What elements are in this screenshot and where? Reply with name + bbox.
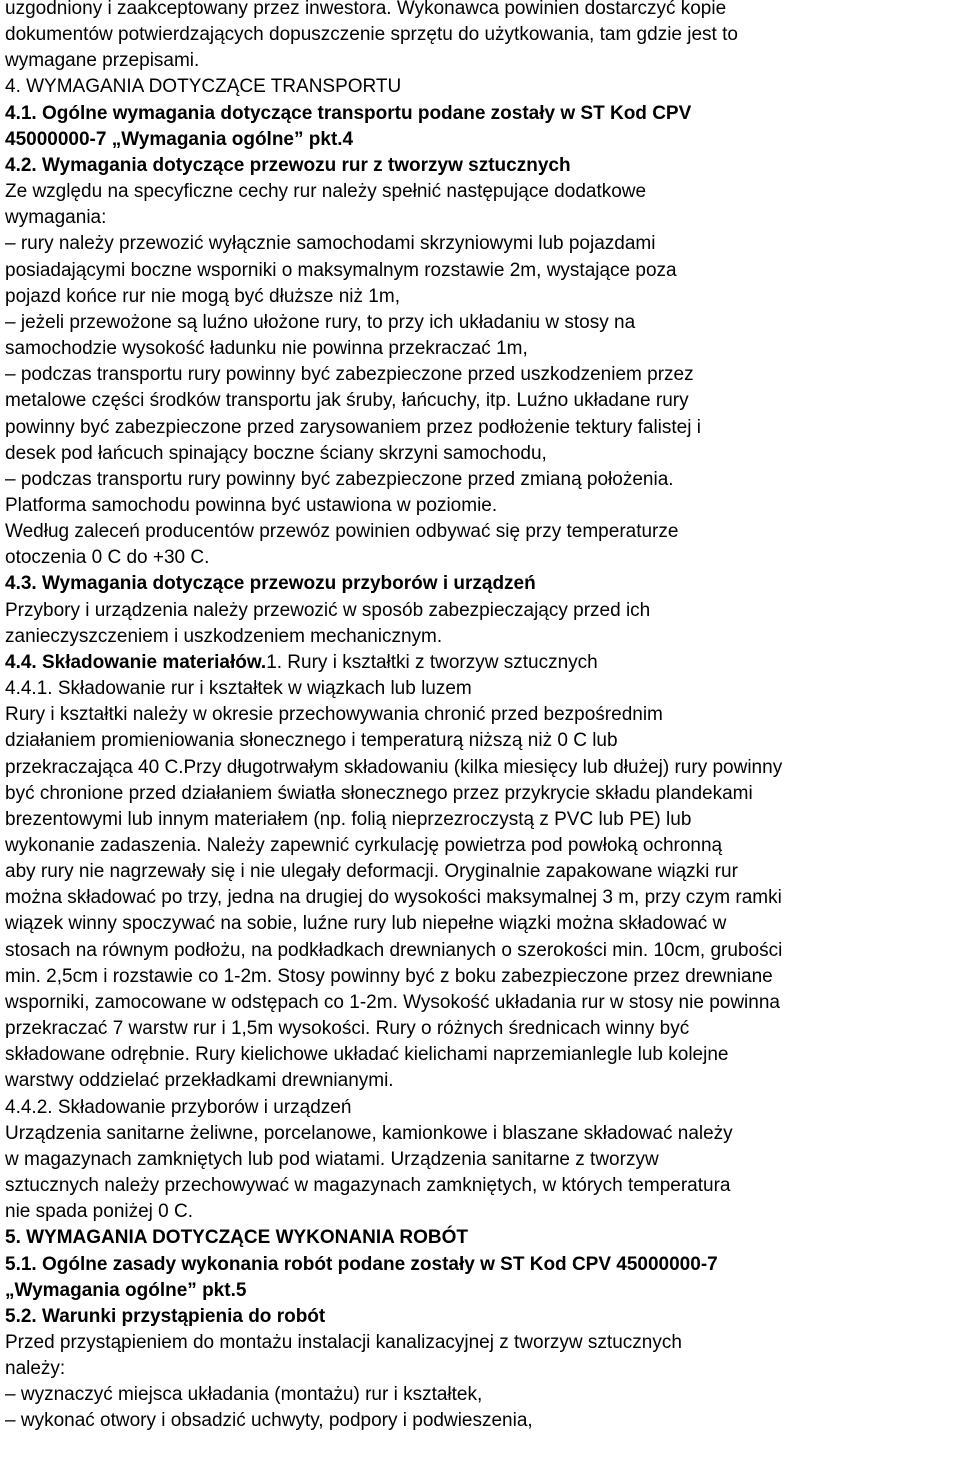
text-segment: Według zaleceń producentów przewóz powinien odbywać się przy temperaturze xyxy=(5,521,679,543)
text-segment: działaniem promieniowania słonecznego i temperaturą niższą niż 0 C lub xyxy=(5,730,618,752)
text-segment: brezentowymi lub innym materiałem (np. folią nieprzezroczystą z PVC lub PE) lub xyxy=(5,808,692,830)
text-segment: należy: xyxy=(5,1358,66,1380)
text-segment: Urządzenia sanitarne żeliwne, porcelanowe, kamionkowe i blaszane składować należy xyxy=(5,1122,733,1144)
text-line xyxy=(5,702,956,728)
text-line xyxy=(5,48,956,74)
text-line xyxy=(5,676,956,702)
text-line xyxy=(5,1173,956,1199)
text-line xyxy=(5,179,956,205)
text-line xyxy=(5,1016,956,1042)
text-segment: metalowe części środków transportu jak śruby, łańcuchy, itp. Luźno układane rury xyxy=(5,390,689,412)
text-segment: być chronione przed działaniem światła słonecznego przez przykrycie składu plandekami xyxy=(5,782,753,804)
text-segment: – podczas transportu rury powinny być zabezpieczone przed zmianą położenia. xyxy=(5,468,674,490)
text-segment: Rury i kształtki należy w okresie przechowywania chronić przed bezpośrednim xyxy=(5,704,663,726)
text-line xyxy=(5,310,956,336)
text-line xyxy=(5,362,956,388)
text-line xyxy=(5,519,956,545)
text-segment: wymagania: xyxy=(5,207,107,229)
text-line xyxy=(5,1382,956,1408)
text-line xyxy=(5,258,956,284)
text-segment: nie spada poniżej 0 C. xyxy=(5,1201,194,1223)
bold-text-segment: 5.1. Ogólne zasady wykonania robót podane zostały w ST Kod CPV 45000000-7 xyxy=(5,1253,718,1275)
text-line xyxy=(5,1121,956,1147)
text-line xyxy=(5,415,956,441)
text-line xyxy=(5,807,956,833)
text-segment: Ze względu na specyficzne cechy rur należy spełnić następujące dodatkowe xyxy=(5,181,647,203)
text-line xyxy=(5,781,956,807)
text-segment: przekraczająca 40 C.Przy długotrwałym składowaniu (kilka miesięcy lub dłużej) rury powinny xyxy=(5,756,783,778)
text-line xyxy=(5,127,956,153)
text-line xyxy=(5,0,956,22)
text-segment: stosach na równym podłożu, na podkładkach drewnianych o szerokości min. 10cm, grubości xyxy=(5,939,783,961)
bold-text-segment: 4.2. Wymagania dotyczące przewozu rur z tworzyw sztucznych xyxy=(5,154,571,176)
text-segment: – rury należy przewozić wyłącznie samochodami skrzyniowymi lub pojazdami xyxy=(5,233,656,255)
bold-text-segment: 4.1. Ogólne wymagania dotyczące transportu podane zostały w ST Kod CPV xyxy=(5,102,692,124)
text-line xyxy=(5,1330,956,1356)
text-line xyxy=(5,938,956,964)
text-segment: Przed przystąpieniem do montażu instalacji kanalizacyjnej z tworzyw sztucznych xyxy=(5,1331,682,1353)
text-segment: – wyznaczyć miejsca układania (montażu) rur i kształtek, xyxy=(5,1384,483,1406)
text-line xyxy=(5,1199,956,1225)
text-line xyxy=(5,755,956,781)
text-line xyxy=(5,598,956,624)
text-segment: 1. Rury i kształtki z tworzyw sztucznych xyxy=(266,651,598,673)
text-line xyxy=(5,1042,956,1068)
bold-text-segment: 5. WYMAGANIA DOTYCZĄCE WYKONANIA ROBÓT xyxy=(5,1227,469,1249)
text-line xyxy=(5,336,956,362)
text-segment: Przybory i urządzenia należy przewozić w sposób zabezpieczający przed ich xyxy=(5,599,651,621)
text-line xyxy=(5,441,956,467)
text-line xyxy=(5,1095,956,1121)
text-segment: – jeżeli przewożone są luźno ułożone rury, to przy ich układaniu w stosy na xyxy=(5,311,636,333)
text-line xyxy=(5,1225,956,1251)
text-segment: pojazd końce rur nie mogą być dłuższe niż 1m, xyxy=(5,285,400,307)
text-line xyxy=(5,911,956,937)
text-segment: składowane odrębnie. Rury kielichowe układać kielichami naprzemianlegle lub kolejne xyxy=(5,1044,729,1066)
text-segment: – wykonać otwory i obsadzić uchwyty, podpory i podwieszenia, xyxy=(5,1410,533,1432)
text-segment: aby rury nie nagrzewały się i nie ulegały deformacji. Oryginalnie zapakowane wiązki rur xyxy=(5,861,738,883)
text-line xyxy=(5,22,956,48)
text-segment: 4. WYMAGANIA DOTYCZĄCE TRANSPORTU xyxy=(5,76,402,98)
text-segment: dokumentów potwierdzających dopuszczenie sprzętu do użytkowania, tam gdzie jest to xyxy=(5,24,738,46)
text-line xyxy=(5,1356,956,1382)
text-line xyxy=(5,728,956,754)
text-line xyxy=(5,1278,956,1304)
text-segment: Platforma samochodu powinna być ustawiona w poziomie. xyxy=(5,494,498,516)
text-line xyxy=(5,990,956,1016)
text-line xyxy=(5,231,956,257)
text-line xyxy=(5,1252,956,1278)
text-segment: przekraczać 7 warstw rur i 1,5m wysokości. Rury o różnych średnicach winny być xyxy=(5,1018,690,1040)
bold-text-segment: 5.2. Warunki przystąpienia do robót xyxy=(5,1305,326,1327)
text-line xyxy=(5,493,956,519)
text-segment: sztucznych należy przechowywać w magazynach zamkniętych, w których temperatura xyxy=(5,1175,731,1197)
text-segment: można składować po trzy, jedna na drugiej do wysokości maksymalnej 3 m, przy czym ramki xyxy=(5,887,782,909)
text-line xyxy=(5,388,956,414)
text-segment: – podczas transportu rury powinny być zabezpieczone przed uszkodzeniem przez xyxy=(5,364,694,386)
text-line xyxy=(5,1304,956,1330)
text-line xyxy=(5,467,956,493)
text-segment: 4.4.2. Składowanie przyborów i urządzeń xyxy=(5,1096,352,1118)
text-line xyxy=(5,885,956,911)
text-segment: wsporniki, zamocowane w odstępach co 1-2m. Wysokość układania rur w stosy nie powinna xyxy=(5,991,780,1013)
text-line xyxy=(5,571,956,597)
text-line xyxy=(5,1147,956,1173)
text-segment: otoczenia 0 C do +30 C. xyxy=(5,547,210,569)
text-segment: samochodzie wysokość ładunku nie powinna przekraczać 1m, xyxy=(5,338,528,360)
text-line xyxy=(5,284,956,310)
text-line xyxy=(5,205,956,231)
text-segment: uzgodniony i zaakceptowany przez inwestora. Wykonawca powinien dostarczyć kopie xyxy=(5,0,727,19)
text-segment: powinny być zabezpieczone przed zarysowaniem przez podłożenie tektury falistej i xyxy=(5,416,701,438)
text-line xyxy=(5,153,956,179)
text-segment: posiadającymi boczne wsporniki o maksymalnym rozstawie 2m, wystające poza xyxy=(5,259,677,281)
bold-text-segment: „Wymagania ogólne” pkt.5 xyxy=(5,1279,247,1301)
text-line xyxy=(5,833,956,859)
text-line xyxy=(5,1068,956,1094)
text-segment: wykonanie zadaszenia. Należy zapewnić cyrkulację powietrza pod powłoką ochronną xyxy=(5,835,723,856)
document-body xyxy=(5,0,956,1435)
bold-text-segment: 45000000-7 „Wymagania ogólne” pkt.4 xyxy=(5,128,354,150)
text-line xyxy=(5,1408,956,1434)
text-segment: min. 2,5cm i rozstawie co 1-2m. Stosy powinny być z boku zabezpieczone przez drewniane xyxy=(5,965,773,987)
text-line xyxy=(5,624,956,650)
text-segment: w magazynach zamkniętych lub pod wiatami. Urządzenia sanitarne z tworzyw xyxy=(5,1148,659,1170)
text-line xyxy=(5,545,956,571)
text-line xyxy=(5,101,956,127)
text-segment: wiązek winny spoczywać na sobie, luźne rury lub niepełne wiązki można składować w xyxy=(5,913,727,935)
text-segment: zanieczyszczeniem i uszkodzeniem mechanicznym. xyxy=(5,625,443,647)
text-segment: 4.4.1. Składowanie rur i kształtek w wiązkach lub luzem xyxy=(5,678,472,700)
text-segment: desek pod łańcuch spinający boczne ściany skrzyni samochodu, xyxy=(5,442,547,464)
text-line xyxy=(5,650,956,676)
bold-text-segment: 4.3. Wymagania dotyczące przewozu przyborów i urządzeń xyxy=(5,573,536,595)
text-line xyxy=(5,74,956,100)
text-segment: warstwy oddzielać przekładkami drewnianymi. xyxy=(5,1070,394,1092)
text-line xyxy=(5,859,956,885)
bold-text-segment: 4.4. Składowanie materiałów. xyxy=(5,651,267,673)
text-line xyxy=(5,964,956,990)
text-segment: wymagane przepisami. xyxy=(5,50,200,72)
